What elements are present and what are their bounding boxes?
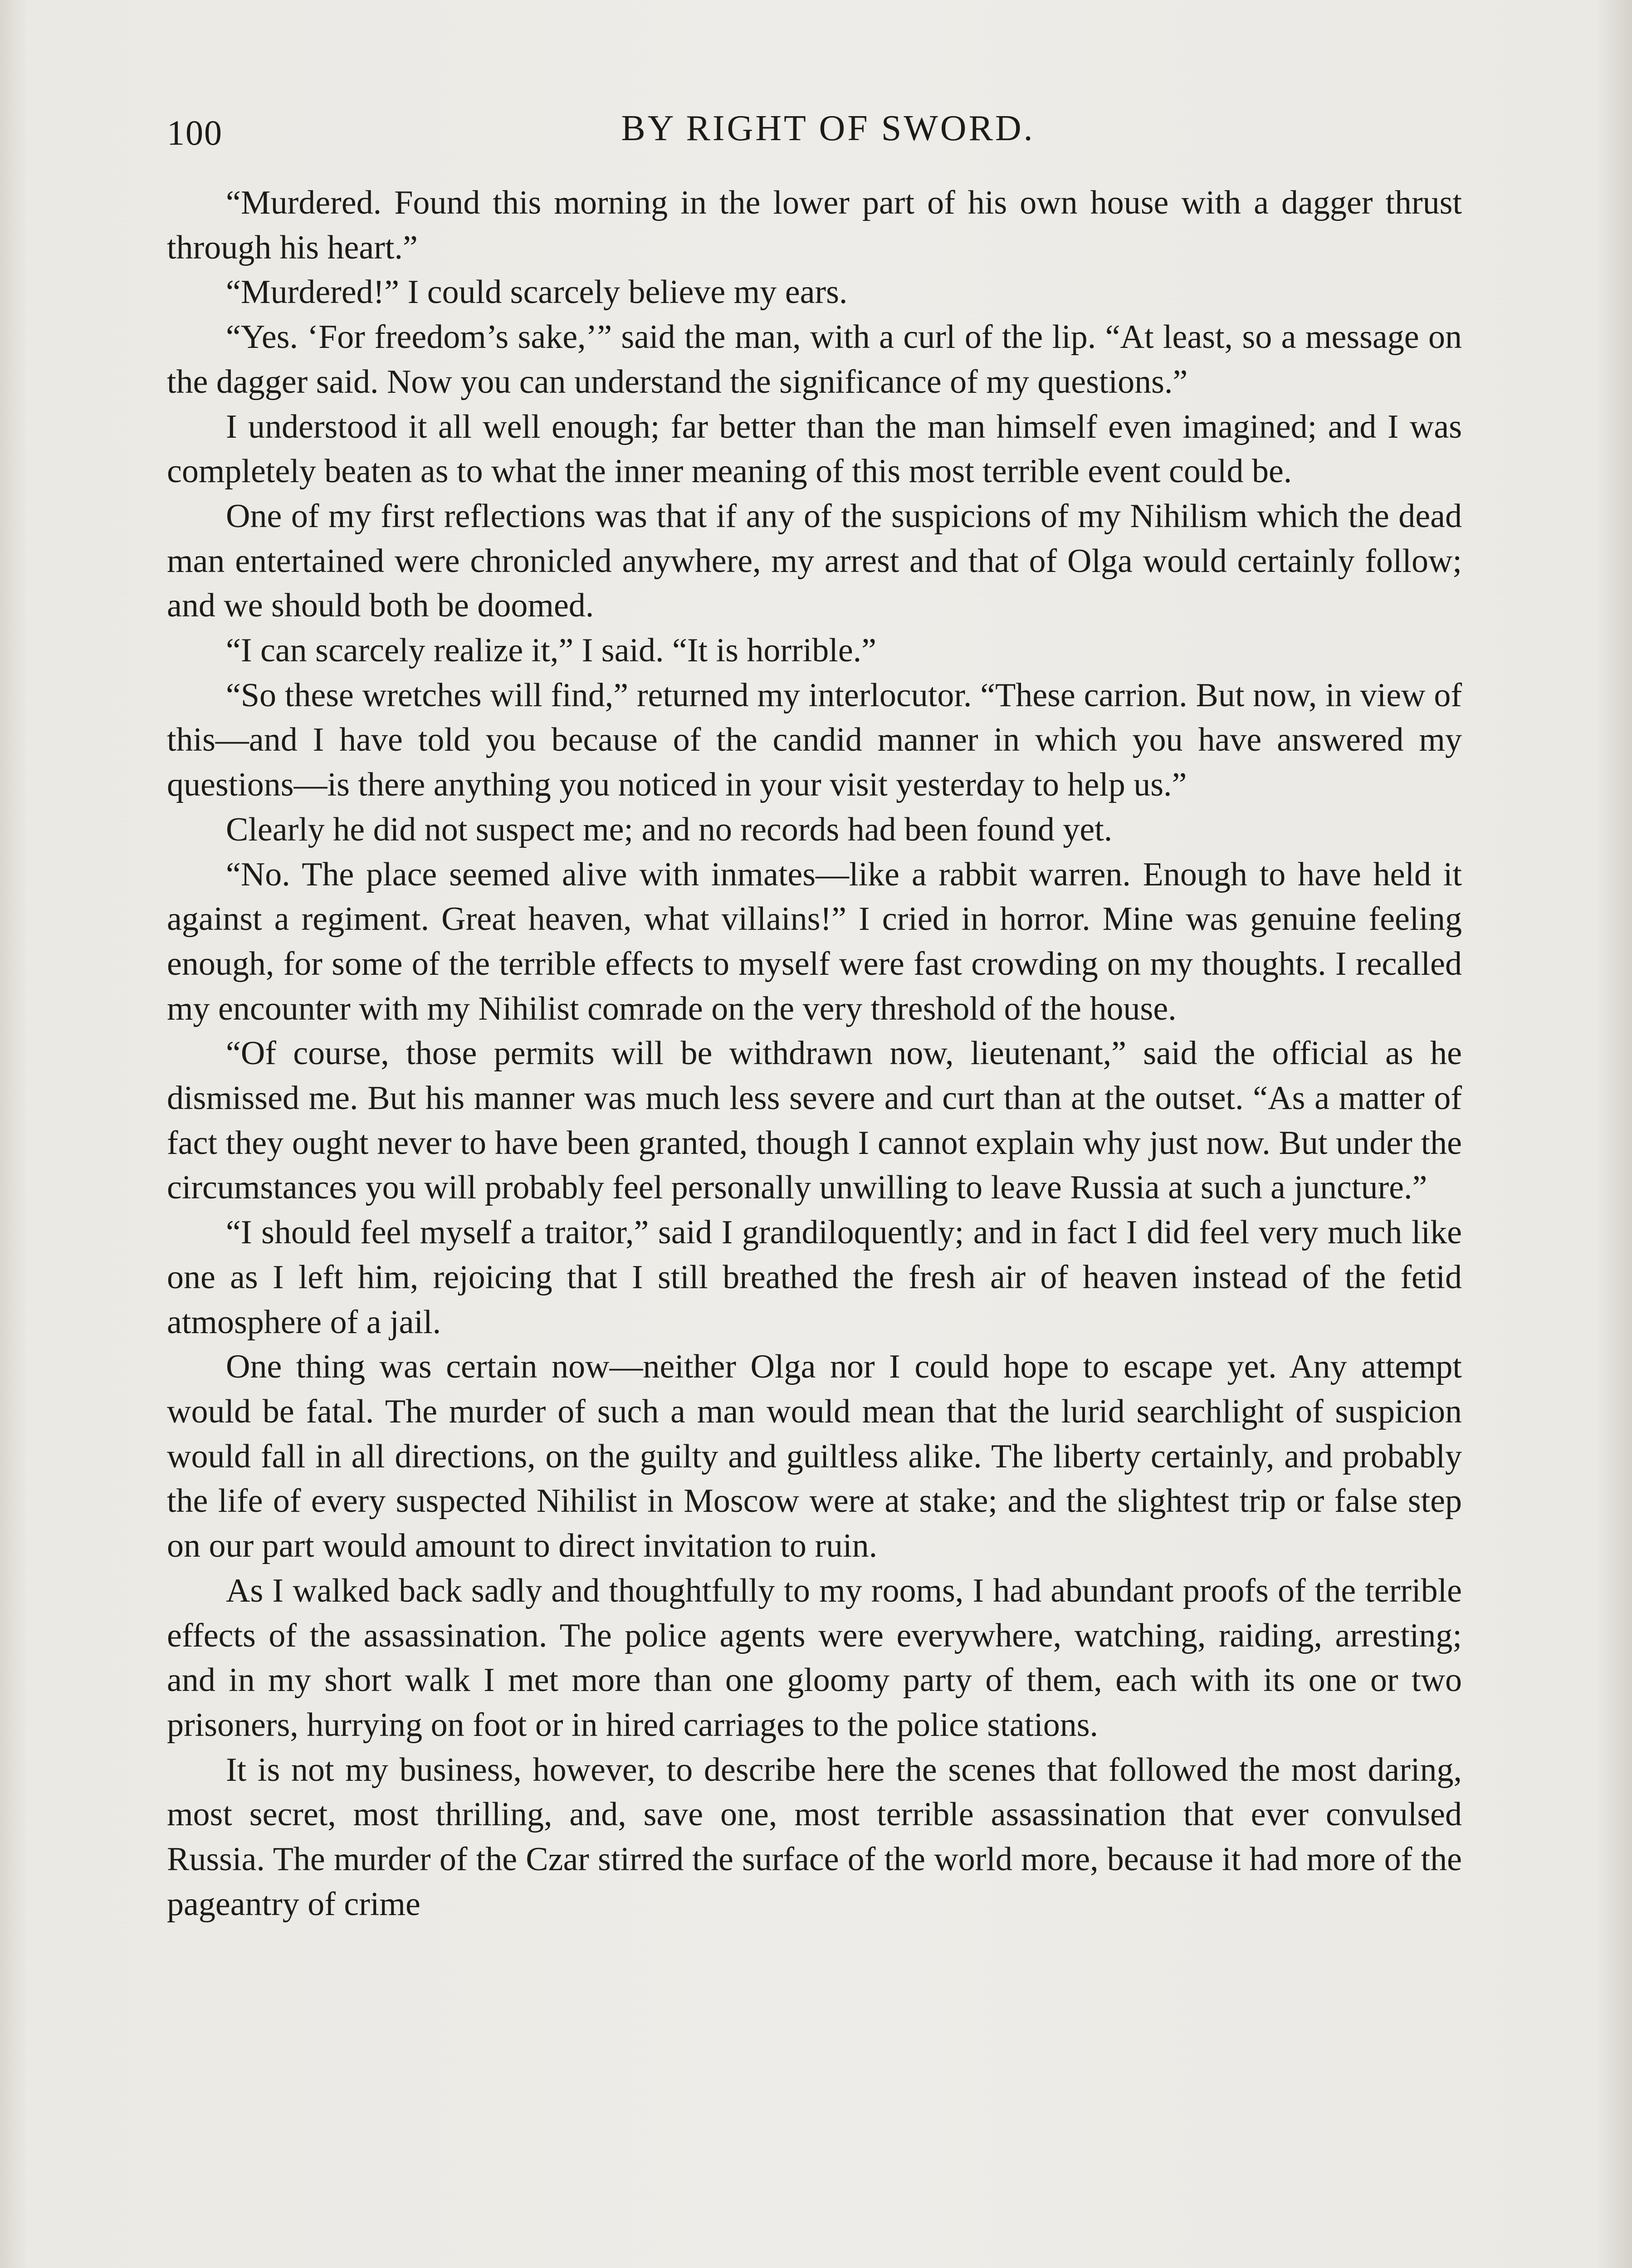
paragraph: One of my first reflections was that if any of the suspicions of my Nihilism which the dead man entertained were chronicled anywhere, my arrest and that of Olga would certainly follow; and we should both be doomed. <box>167 497 1462 625</box>
body-text <box>167 181 1462 1926</box>
paragraph: “Of course, those permits will be withdrawn now, lieutenant,” said the official as he dismissed me. But his manner was much less severe and curt than at the outset. “As a matter of fact they ought never to have been granted, though I cannot explain why just now. But under the circumstances you will probably feel personally unwilling to leave Russia at such a juncture.” <box>167 1035 1462 1207</box>
paragraph: One thing was certain now—neither Olga nor I could hope to escape yet. Any attempt would be fatal. The murder of such a man would mean that the lurid searchlight of suspicion would fall in all directions, on the guilty and guiltless alike. The liberty certainly, and probably the life of every suspected Nihilist in Moscow were at stake; and the slightest trip or false step on our part would amount to direct invitation to ruin. <box>167 1348 1462 1565</box>
running-title: BY RIGHT OF SWORD. <box>621 108 1035 148</box>
paragraph: It is not my business, however, to describe here the scenes that followed the most daring, most secret, most thrilling, and, save one, most terrible assassination that ever convulsed Russia. The murder of the Czar stirred the surface of the world more, because it had more of the pageantry of crime <box>167 1751 1462 1923</box>
page-header <box>167 108 1462 158</box>
paragraph: As I walked back sadly and thoughtfully to my rooms, I had abundant proofs of the terrible effects of the assassination. The police agents were everywhere, watching, raiding, arresting; and in my short walk I met more than one gloomy party of them, each with its one or two prisoners, hurrying on foot or in hired carriages to the police stations. <box>167 1572 1462 1744</box>
paragraph: “I can scarcely realize it,” I said. “It is horrible.” <box>226 632 877 670</box>
paragraph: “Yes. ‘For freedom’s sake,’” said the man, with a curl of the lip. “At least, so a message on the dagger said. Now you can understand the significance of my questions.” <box>167 318 1462 401</box>
paragraph: “No. The place seemed alive with inmates—like a rabbit warren. Enough to have held it against a regiment. Great heaven, what villains!” I cried in horror. Mine was genuine feeling enough, for some of the terrible effects to myself were fast crowding on my thoughts. I recalled my encounter with my Nihilist comrade on the very threshold of the house. <box>167 855 1462 1027</box>
paragraph: “I should feel myself a traitor,” said I grandiloquently; and in fact I did feel very much like one as I left him, rejoicing that I still breathed the fresh air of heaven instead of the fetid atmosphere of a jail. <box>167 1214 1462 1341</box>
paragraph: “So these wretches will find,” returned my interlocutor. “These carrion. But now, in view of this—and I have told you because of the candid manner in which you have answered my questions—is there anything you noticed in your visit yesterday to help us.” <box>167 676 1462 804</box>
page-number: 100 <box>167 113 223 152</box>
paragraph: I understood it all well enough; far better than the man himself even imagined; and I was completely beaten as to what the inner meaning of this most terrible event could be. <box>167 408 1462 490</box>
paragraph: “Murdered. Found this morning in the lower part of his own house with a dagger thrust through his heart.” <box>167 184 1462 266</box>
paragraph: Clearly he did not suspect me; and no records had been found yet. <box>226 811 1113 848</box>
paragraph: “Murdered!” I could scarcely believe my ears. <box>226 274 848 311</box>
